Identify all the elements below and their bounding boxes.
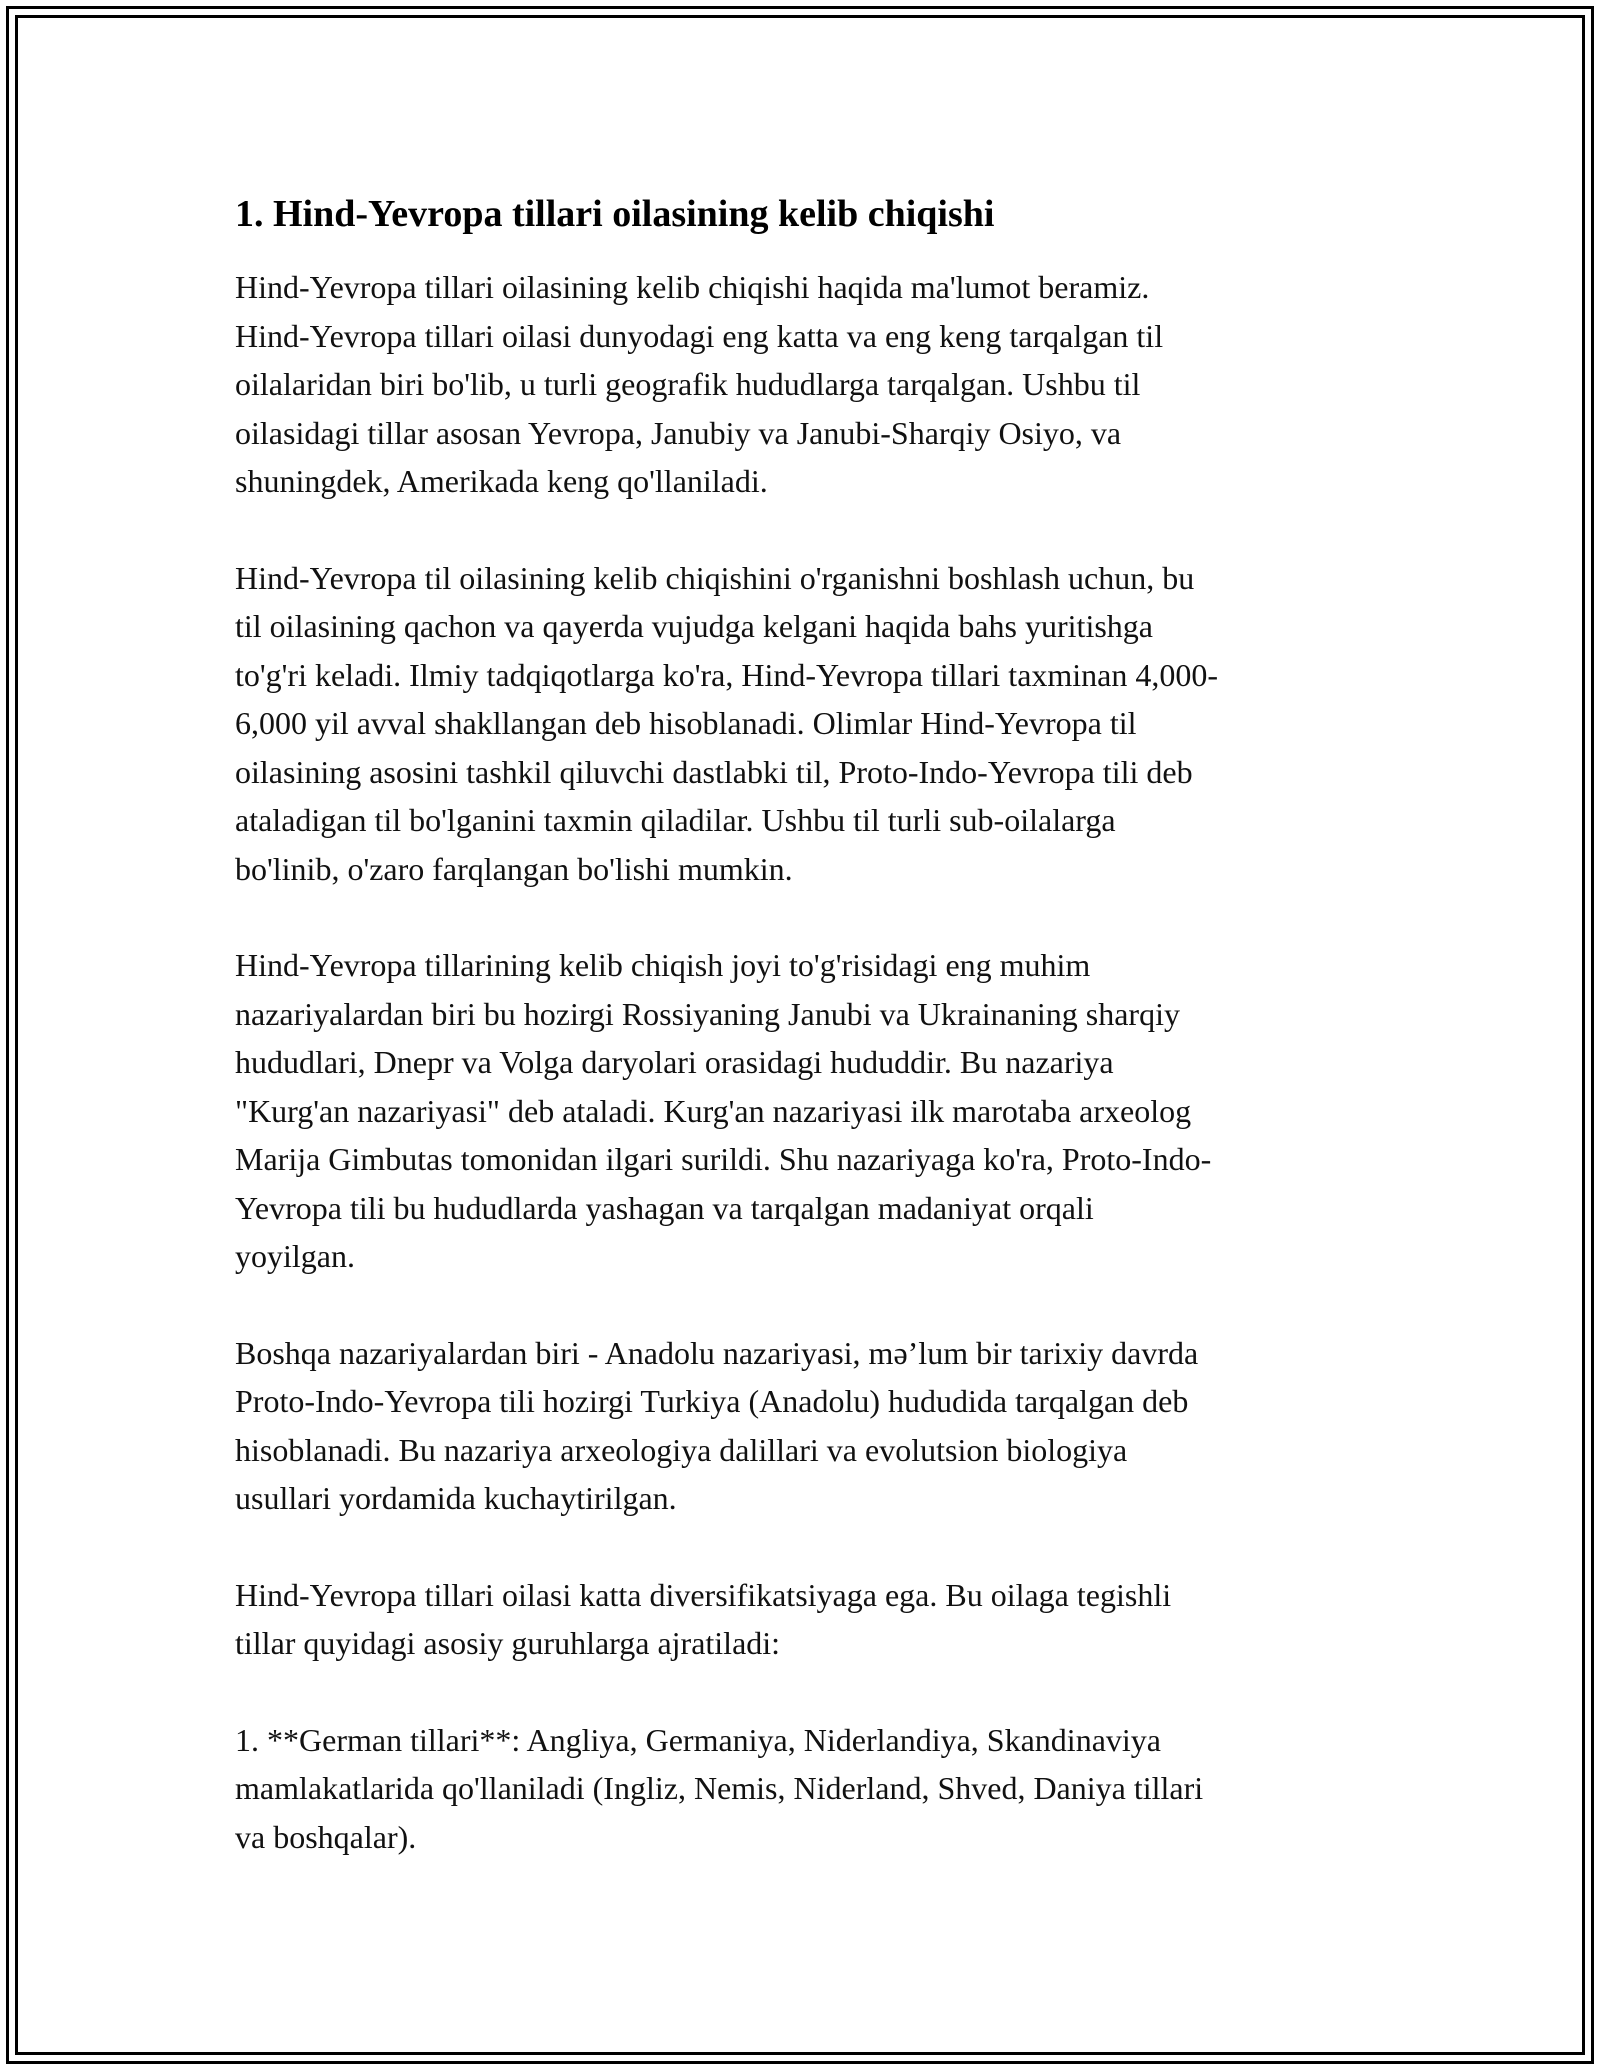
paragraph-line: Hind-Yevropa tillari oilasining kelib chiqishi haqida ma'lumot beramiz. xyxy=(235,269,1150,305)
paragraph-line: Marija Gimbutas tomonidan ilgari surildi. Shu nazariyaga ko'ra, Proto-Indo- xyxy=(235,1141,1212,1177)
paragraph-line: Yevropa tili bu hududlarda yashagan va tarqalgan madaniyat orqali xyxy=(235,1189,1094,1226)
paragraph-line: tillar quyidagi asosiy guruhlarga ajratiladi: xyxy=(235,1625,781,1661)
paragraph-line: 6,000 yil avval shakllangan deb hisoblanadi. Olimlar Hind-Yevropa til xyxy=(235,705,1137,741)
paragraph-line: hisoblanadi. Bu nazariya arxeologiya dalillari va evolutsion biologiya xyxy=(235,1431,1128,1468)
paragraph-line: bo'linib, o'zaro farqlangan bo'lishi mumkin. xyxy=(235,850,793,887)
paragraph-line: Hind-Yevropa tillarining kelib chiqish joyi to'g'risidagi eng muhim xyxy=(235,947,1091,983)
paragraph-line: shuningdek, Amerikada keng qo'llaniladi. xyxy=(235,463,768,499)
paragraph-line: usullari yordamida kuchaytirilgan. xyxy=(235,1480,677,1516)
section-heading: 1. Hind-Yevropa tillari oilasining kelib chiqishi xyxy=(235,193,995,235)
paragraph-anatolian-theory xyxy=(235,1329,1375,1523)
paragraph-kurgan-theory xyxy=(235,941,1375,1281)
list-item-germanic-languages xyxy=(235,1716,1375,1862)
paragraph-line: Hind-Yevropa tillari oilasi dunyodagi eng katta va eng keng tarqalgan til xyxy=(235,317,1164,354)
paragraph-origin xyxy=(235,554,1375,894)
paragraph-line: Hind-Yevropa til oilasining kelib chiqishini o'rganishni boshlash uchun, bu xyxy=(235,559,1195,596)
paragraph-line: nazariyalardan biri bu hozirgi Rossiyaning Janubi va Ukrainaning sharqiy xyxy=(235,995,1180,1032)
document-body xyxy=(235,186,1375,1909)
paragraph-line: oilasidagi tillar asosan Yevropa, Janubiy va Janubi-Sharqiy Osiyo, va xyxy=(235,414,1122,451)
paragraph-line: "Kurg'an nazariyasi" deb ataladi. Kurg'an nazariyasi ilk marotaba arxeolog xyxy=(235,1092,1192,1129)
paragraph-line: oilalaridan biri bo'lib, u turli geografik hududlarga tarqalgan. Ushbu til xyxy=(235,366,1141,402)
paragraph-line: Proto-Indo-Yevropa tili hozirgi Turkiya (Anadolu) hududida tarqalgan deb xyxy=(235,1383,1189,1419)
paragraph-intro xyxy=(235,263,1375,506)
paragraph-line: to'g'ri keladi. Ilmiy tadqiqotlarga ko'ra, Hind-Yevropa tillari taxminan 4,000- xyxy=(235,656,1219,693)
paragraph-line: va boshqalar). xyxy=(235,1818,417,1855)
paragraph-line: yoyilgan. xyxy=(235,1238,355,1274)
paragraph-line: 1. **German tillari**: Angliya, Germaniya, Niderlandiya, Skandinaviya xyxy=(235,1721,1161,1758)
paragraph-line: ataladigan til bo'lganini taxmin qiladilar. Ushbu til turli sub-oilalarga xyxy=(235,802,1116,838)
paragraph-line: hududlari, Dnepr va Volga daryolari orasidagi hududdir. Bu nazariya xyxy=(235,1044,1114,1080)
paragraph-line: mamlakatlarida qo'llaniladi (Ingliz, Nemis, Niderland, Shved, Daniya tillari xyxy=(235,1770,1204,1806)
paragraph-line: oilasining asosini tashkil qiluvchi dastlabki til, Proto-Indo-Yevropa tili deb xyxy=(235,753,1193,790)
paragraph-line: Boshqa nazariyalardan biri - Anadolu nazariyasi, mə’lum bir tarixiy davrda xyxy=(235,1334,1199,1371)
paragraph-diversification xyxy=(235,1571,1375,1668)
paragraph-line: Hind-Yevropa tillari oilasi katta diversifikatsiyaga ega. Bu oilaga tegishli xyxy=(235,1576,1172,1613)
paragraph-line: til oilasining qachon va qayerda vujudga kelgani haqida bahs yuritishga xyxy=(235,608,1153,644)
